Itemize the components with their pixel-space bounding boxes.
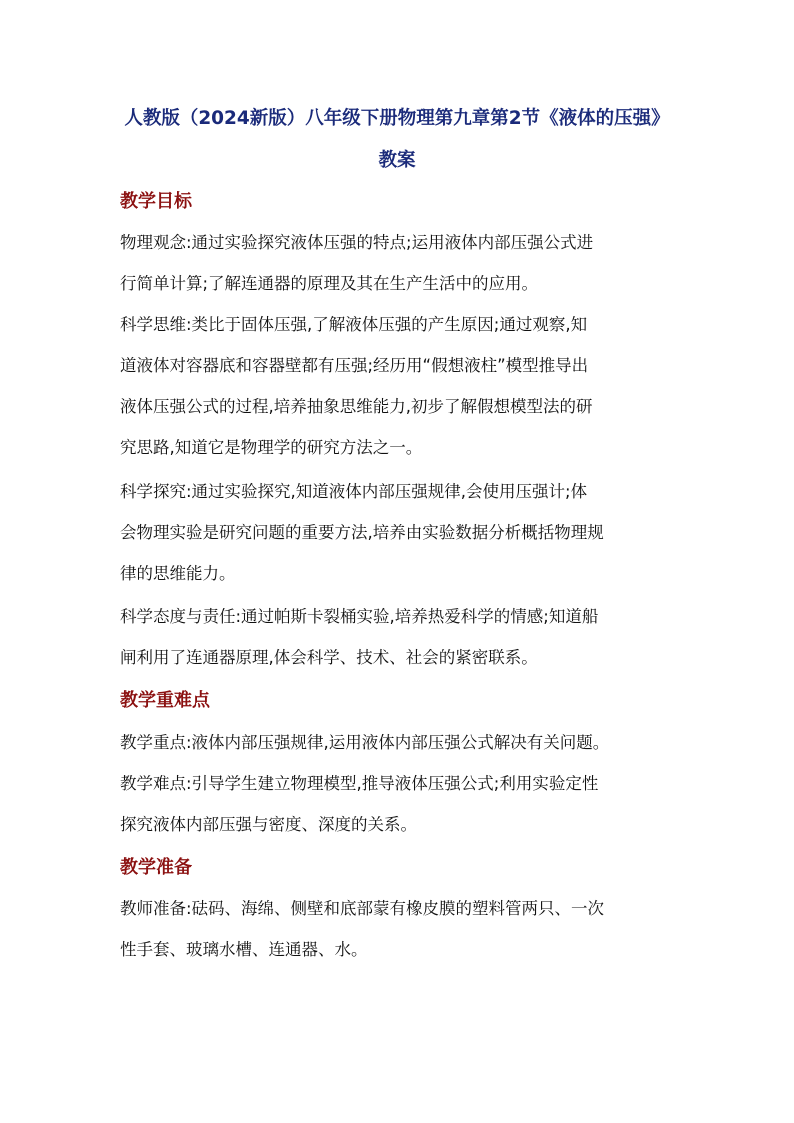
section-heading-key-difficulties: 教学重难点 [120,690,210,711]
paragraph-line: 科学探究:通过实验探究,知道液体内部压强规律,会使用压强计;体 [120,482,588,501]
section-heading-teaching-goals: 教学目标 [120,191,192,212]
paragraph-line: 道液体对容器底和容器壁都有压强;经历用“假想液柱”模型推导出 [120,356,589,375]
paragraph-line: 行简单计算;了解连通器的原理及其在生产生活中的应用。 [120,274,539,293]
paragraph-line: 教学难点:引导学生建立物理模型,推导液体压强公式;利用实验定性 [120,774,599,793]
paragraph-line: 科学思维:类比于固体压强,了解液体压强的产生原因;通过观察,知 [120,315,588,334]
paragraph-line: 科学态度与责任:通过帕斯卡裂桶实验,培养热爱科学的情感;知道船 [120,607,599,626]
paragraph-line: 究思路,知道它是物理学的研究方法之一。 [120,438,423,457]
paragraph-line: 探究液体内部压强与密度、深度的关系。 [120,815,417,834]
paragraph-line: 教师准备:砝码、海绵、侧壁和底部蒙有橡皮膜的塑料管两只、一次 [120,899,605,918]
document-title-continuation: 教案 [378,150,416,171]
document-title: 人教版（2024新版）八年级下册物理第九章第2节《液体的压强》 [124,108,670,129]
paragraph-line: 会物理实验是研究问题的重要方法,培养由实验数据分析概括物理规 [120,523,604,542]
paragraph-line: 律的思维能力。 [120,564,236,583]
paragraph-line: 教学重点:液体内部压强规律,运用液体内部压强公式解决有关问题。 [120,733,610,752]
paragraph-line: 液体压强公式的过程,培养抽象思维能力,初步了解假想模型法的研 [120,397,593,416]
paragraph-line: 闸利用了连通器原理,体会科学、技术、社会的紧密联系。 [120,648,538,667]
paragraph-line: 性手套、玻璃水槽、连通器、水。 [120,940,368,959]
section-heading-teaching-preparation: 教学准备 [120,857,192,878]
paragraph-line: 物理观念:通过实验探究液体压强的特点;运用液体内部压强公式进 [120,233,594,252]
